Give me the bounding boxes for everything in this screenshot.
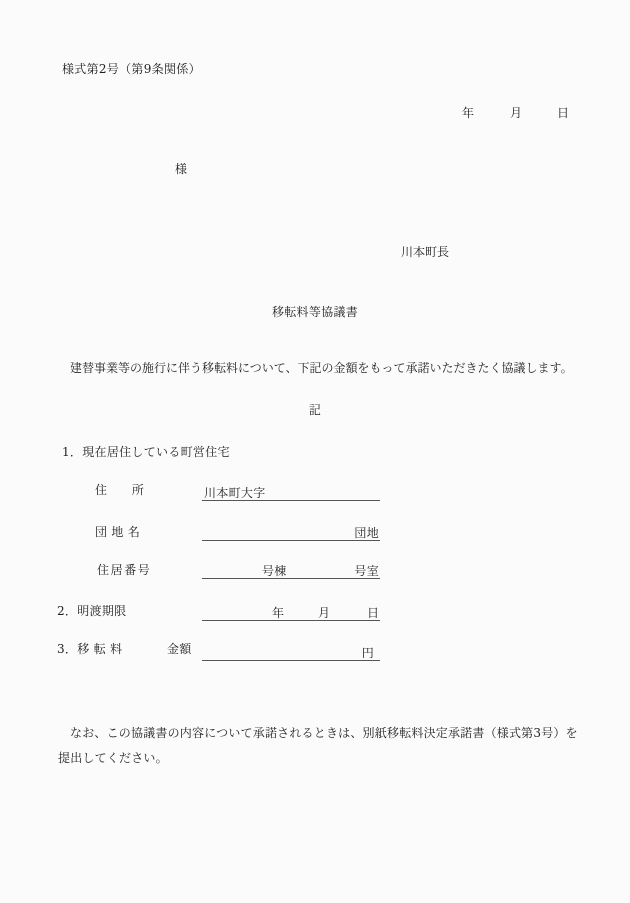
danchi-suffix: 団地	[354, 526, 379, 540]
unit-number-field	[202, 561, 380, 579]
section2-heading: 2．明渡期限	[57, 604, 127, 618]
section3-heading: 3．移 転 料	[57, 642, 123, 656]
closing-paragraph	[58, 721, 578, 771]
date-day-label: 日	[557, 106, 570, 120]
deadline-day-label: 日	[367, 606, 380, 620]
document-title: 移転料等協議書	[271, 305, 359, 319]
amount-field	[202, 643, 380, 661]
record-marker: 記	[308, 403, 322, 417]
address-value: 川本町大字	[204, 486, 266, 500]
sender-name: 川本町長	[401, 245, 450, 259]
amount-yen-suffix: 円	[361, 646, 374, 660]
unit-room-suffix: 号室	[354, 564, 379, 578]
deadline-month-label: 月	[318, 606, 331, 620]
danchi-label: 団 地 名	[95, 525, 141, 539]
closing-line2: 提出してください。	[58, 751, 168, 765]
form-number: 様式第2号（第9条関係）	[62, 62, 201, 76]
unit-building-suffix: 号棟	[262, 564, 287, 578]
date-month-label: 月	[510, 106, 523, 120]
deadline-field	[202, 603, 380, 621]
address-field	[202, 483, 380, 501]
address-label: 住 所	[95, 483, 145, 497]
section1-heading: 1．現在居住している町営住宅	[62, 445, 230, 459]
closing-line1: なお、この協議書の内容について承諾されるときは、別紙移転料決定承諾書（様式第3号）を	[70, 726, 578, 740]
date-line	[0, 106, 630, 122]
date-year-label: 年	[462, 106, 475, 120]
addressee-suffix: 様	[175, 162, 188, 176]
danchi-field	[202, 523, 380, 541]
body-paragraph: 建替事業等の施行に伴う移転料について、下記の金額をもって承諾いただきたく協議します。	[70, 361, 573, 375]
unit-number-label: 住居番号	[97, 563, 152, 577]
amount-label: 金額	[167, 642, 192, 656]
deadline-year-label: 年	[272, 606, 285, 620]
